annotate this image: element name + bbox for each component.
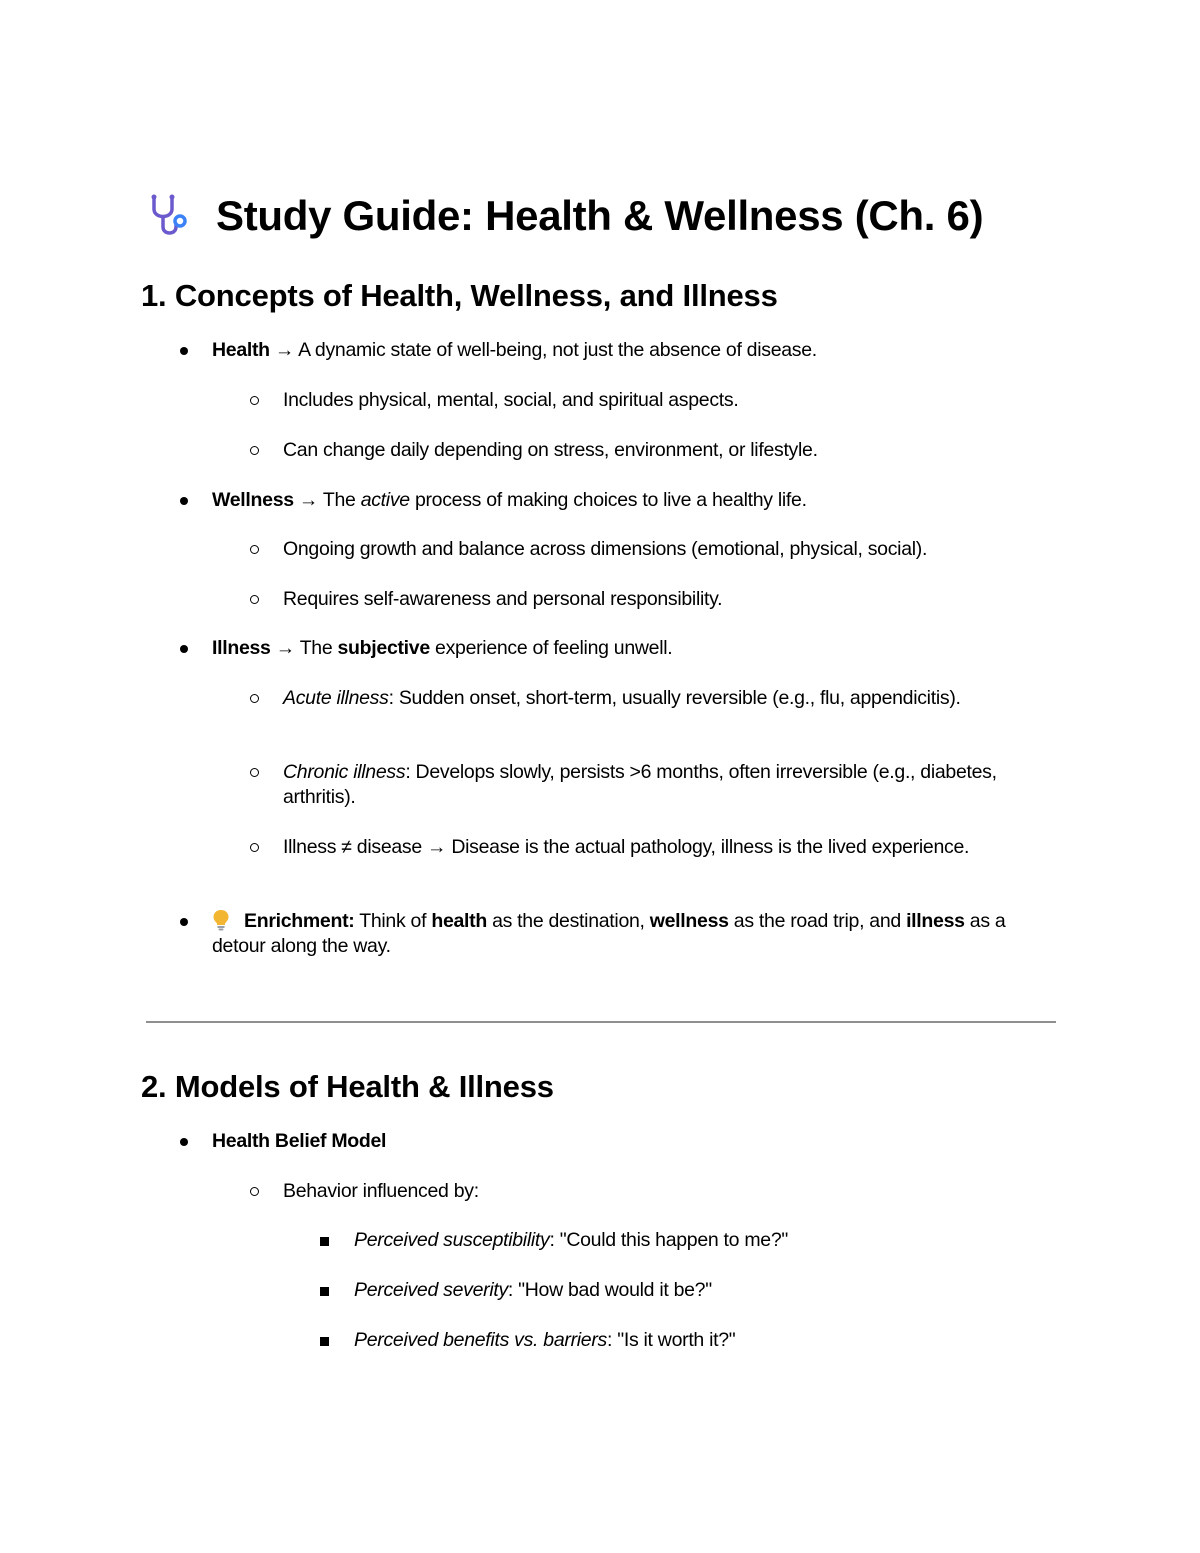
- health-sub-2-text: Can change daily depending on stress, environment, or lifestyle.: [283, 439, 818, 461]
- term-illness: Illness: [212, 637, 271, 659]
- hbm-factor-term: Perceived severity: [354, 1279, 508, 1301]
- bullet-disc: [180, 497, 188, 505]
- illness-text-b: experience of feeling unwell.: [429, 637, 673, 659]
- enrichment-t3: as the road trip, and: [728, 910, 907, 932]
- bullet-circle: [250, 396, 259, 405]
- health-sub-1-text: Includes physical, mental, social, and spiritual aspects.: [283, 389, 739, 411]
- hbm-factor-text: : "How bad would it be?": [507, 1279, 712, 1301]
- term-wellness: Wellness: [212, 489, 294, 511]
- wellness-text-a: → The: [293, 489, 361, 511]
- bullet-circle: [250, 768, 259, 777]
- list-item-enrichment: [212, 909, 1012, 959]
- bullet-disc: [180, 918, 188, 926]
- list-item-health-sub-1: [283, 388, 1023, 413]
- list-item-health-sub-2: [283, 438, 1023, 463]
- stethoscope-icon: [146, 191, 196, 241]
- list-item-illness-vs-disease: [283, 835, 973, 860]
- bullet-circle: [250, 843, 259, 852]
- bullet-square: [320, 1237, 329, 1246]
- chronic-illness-text: : Develops slowly, persists >6 months, often irreversible (e.g., diabetes, arthritis).: [283, 761, 997, 808]
- enrichment-t2: as the destination,: [486, 910, 650, 932]
- illness-text-a: → The: [270, 637, 338, 659]
- bullet-square: [320, 1287, 329, 1296]
- section-1-heading: 1. Concepts of Health, Wellness, and Illness: [141, 278, 778, 313]
- list-item-chronic-illness: [283, 760, 1018, 810]
- enrichment-w3: illness: [906, 910, 965, 932]
- wellness-sub-2-text: Requires self-awareness and personal responsibility.: [283, 588, 723, 610]
- list-item-health-belief-model: [212, 1129, 1012, 1154]
- bullet-circle: [250, 446, 259, 455]
- page-title-text: Study Guide: Health & Wellness (Ch. 6): [216, 192, 984, 239]
- term-health: Health: [212, 339, 270, 361]
- page-title: [146, 188, 983, 244]
- acute-illness-text: : Sudden onset, short-term, usually reversible (e.g., flu, appendicitis).: [388, 687, 961, 709]
- enrichment-t1: Think of: [354, 910, 432, 932]
- wellness-emphasis: active: [360, 489, 410, 511]
- hbm-factor-text: : "Is it worth it?": [606, 1329, 736, 1351]
- hbm-title: Health Belief Model: [212, 1130, 387, 1152]
- hbm-factor-term: Perceived susceptibility: [354, 1229, 550, 1251]
- bullet-circle: [250, 694, 259, 703]
- bullet-circle: [250, 545, 259, 554]
- hbm-factor-text: : "Could this happen to me?": [549, 1229, 788, 1251]
- enrichment-w1: health: [431, 910, 487, 932]
- bullet-disc: [180, 645, 188, 653]
- wellness-text-b: process of making choices to live a healthy life.: [409, 489, 807, 511]
- list-item-hbm-sub: [283, 1179, 1023, 1204]
- bullet-circle: [250, 595, 259, 604]
- term-chronic-illness: Chronic illness: [283, 761, 406, 783]
- section-2-heading: 2. Models of Health & Illness: [141, 1069, 554, 1104]
- hbm-factor-term: Perceived benefits vs. barriers: [354, 1329, 607, 1351]
- list-item-wellness-sub-1: [283, 537, 1023, 562]
- list-item-hbm-factor: [354, 1228, 1014, 1253]
- bullet-disc: [180, 1138, 188, 1146]
- bullet-disc: [180, 347, 188, 355]
- bullet-square: [320, 1337, 329, 1346]
- list-item-illness: [212, 636, 1012, 661]
- bullet-circle: [250, 1187, 259, 1196]
- term-acute-illness: Acute illness: [283, 687, 389, 709]
- enrichment-label: Enrichment:: [244, 910, 355, 932]
- enrichment-t4: as a detour along the way.: [212, 910, 1006, 957]
- enrichment-w2: wellness: [649, 910, 729, 932]
- wellness-sub-1-text: Ongoing growth and balance across dimensions (emotional, physical, social).: [283, 538, 928, 560]
- illness-disease-text: Illness ≠ disease → Disease is the actual pathology, illness is the lived experience.: [283, 836, 970, 858]
- illness-strong: subjective: [337, 637, 430, 659]
- health-definition: → A dynamic state of well-being, not just the absence of disease.: [269, 339, 817, 361]
- list-item-health: [212, 338, 1012, 363]
- lightbulb-icon: [212, 909, 230, 931]
- section-divider: [146, 1021, 1056, 1023]
- list-item-hbm-factor: [354, 1328, 1014, 1353]
- list-item-acute-illness: [283, 686, 963, 711]
- hbm-sub-text: Behavior influenced by:: [283, 1180, 479, 1202]
- list-item-wellness: [212, 488, 1012, 513]
- list-item-hbm-factor: [354, 1278, 1014, 1303]
- list-item-wellness-sub-2: [283, 587, 1023, 612]
